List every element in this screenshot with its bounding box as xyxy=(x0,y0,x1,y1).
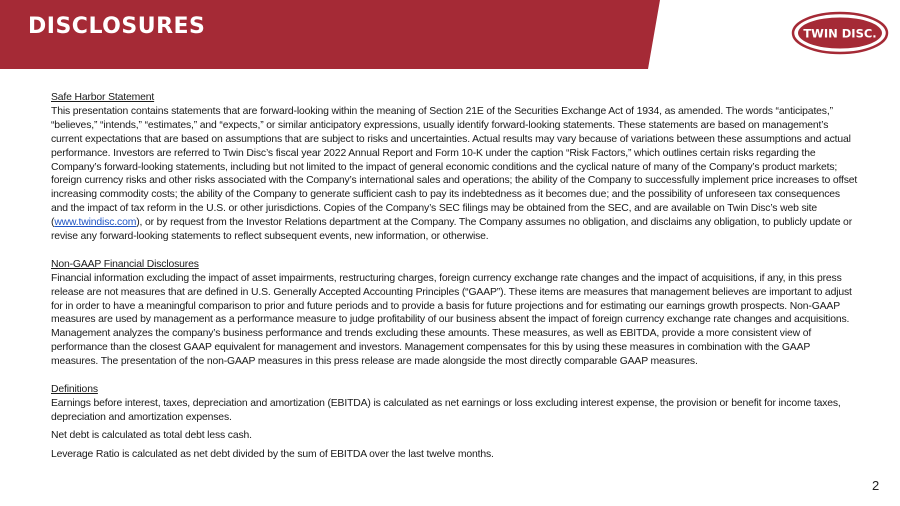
safe-harbor-text-part1: This presentation contains statements that are forward-looking within the meaning of Section 21E of the Securities Exchange Act of 1934, as amended. The words “anticipates,” “believes,” “intends,” “estimates,” and “expects,” or similar anticipatory expressions, usually identify forward-looking statements. These statements are based on management’s current expectations that are based on assumptions that are subject to risks and uncertainties. Actual results may vary because of variations between these assumptions and actual performance. Investors are referred to Twin Disc’s fiscal year 2022 Annual Report and Form 10-K under the caption “Risk Factors,” which outlines certain risks regarding the Company’s forward-looking statements, including but not limited to the impact of general economic conditions and the cyclical nature of many of the Company’s product markets; foreign currency risks and other risks associated with the Company’s international sales and operations; the ability of the Company to successfully implement price increases to offset increasing commodity costs; the ability of the Company to generate sufficient cash to pay its indebtedness as it becomes due; and the possibility of unforeseen tax consequences and the impact of tax reform in the U.S. or other jurisdictions. Copies of the Company’s SEC filings may be obtained from the SEC, and are available on Twin Disc’s web site ( xyxy=(51,105,858,229)
safe-harbor-text-part2: ), or by request from the Investor Relations department at the Company. The Company assumes no obligation, and disclaims any obligation, to publicly update or revise any forward-looking statements to reflect subsequent events, new information, or otherwise. xyxy=(51,217,852,243)
safe-harbor-text xyxy=(51,105,859,244)
definition-ebitda: Earnings before interest, taxes, depreciation and amortization (EBITDA) is calculated as net earnings or loss excluding interest expense, the provision or benefit for income taxes, depreciation and amortization expenses. xyxy=(51,397,841,423)
definition-net-debt: Net debt is calculated as total debt less cash. xyxy=(51,430,252,442)
logo-text: TWIN DISC. xyxy=(803,26,877,41)
non-gaap-text: Financial information excluding the impact of asset impairments, restructuring charges, foreign currency exchange rate changes and the impact of acquisitions, if any, in this press release are not measures that are defined in U.S. Generally Accepted Accounting Principles (“GAAP”). These items are measures that management believes are important to adjust for in order to have a meaningful comparison to prior and future periods and to provide a basis for future projections and for estimating our earnings growth prospects. Non-GAAP measures are used by management as a performance measure to judge profitability of our business absent the impact of foreign currency exchange rate changes and acquisitions. Management analyzes the company’s business performance and trends excluding these amounts. These measures, as well as EBITDA, provide a more consistent view of performance than the closest GAAP equivalent for management and investors. Management compensates for this by using these measures in combination with the GAAP measures. The presentation of the non-GAAP measures in this press release are made alongside the most directly comparable GAAP measures. xyxy=(51,272,852,368)
non-gaap-heading: Non-GAAP Financial Disclosures xyxy=(51,258,199,270)
disclosures-body xyxy=(51,91,859,462)
definition-leverage-ratio: Leverage Ratio is calculated as net debt divided by the sum of EBITDA over the last twelve months. xyxy=(51,448,494,460)
twindisc-website-link[interactable]: www.twindisc.com xyxy=(54,217,137,229)
safe-harbor-heading: Safe Harbor Statement xyxy=(51,92,155,103)
page-number: 2 xyxy=(872,478,880,493)
twin-disc-logo xyxy=(790,10,890,56)
header-bar xyxy=(0,0,900,69)
page-title: DISCLOSURES xyxy=(28,14,206,39)
definitions-heading: Definitions xyxy=(51,384,98,395)
